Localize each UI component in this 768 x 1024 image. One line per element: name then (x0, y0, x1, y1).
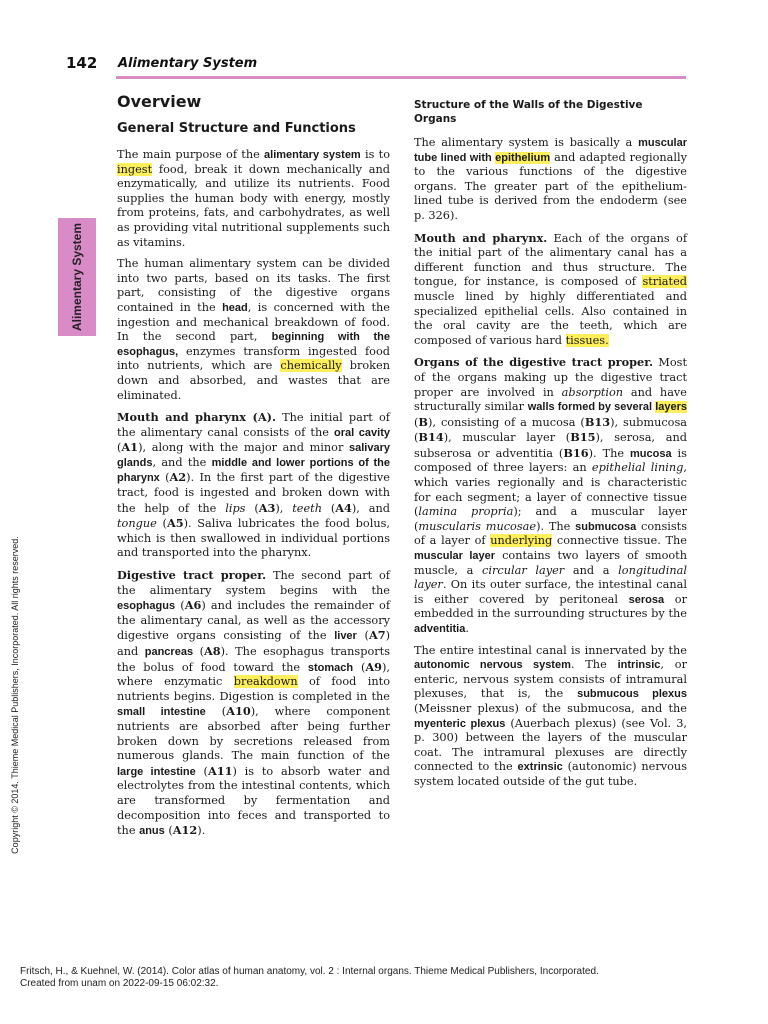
text-run: ), serosa, and subserosa or adventitia ( (414, 431, 687, 460)
text-run: , and the (152, 455, 212, 469)
text-run-i: circular layer (482, 563, 565, 577)
text-run: ) and (117, 629, 390, 658)
text-run: ( (164, 824, 173, 838)
paragraph-innervation (414, 644, 687, 790)
text-run: ), where enzymatic (117, 660, 390, 689)
text-run: enzymes transform ingested food into nutrients, which are (117, 344, 390, 373)
text-run: ). In the first part of the digestive tract, food is ingested and broken down with the help of the (117, 471, 390, 515)
text-run: broken down and absorbed, and wastes that are eliminated. (117, 359, 390, 402)
text-run-cb: adventitia (414, 623, 466, 635)
section-subtitle: General Structure and Functions (117, 121, 356, 136)
text-run-cb: pancreas (144, 646, 194, 658)
text-run: , or enteric, nervous system consists of intramural plexuses, that is, the (414, 658, 687, 701)
text-run-cb: beginning with the esophagus, (117, 331, 391, 358)
text-run: ( (195, 764, 208, 778)
text-run-cb-hl: layers (655, 401, 687, 414)
text-run: ), and (351, 501, 390, 515)
walls-heading: Structure of the Walls of the Digestive Organs (414, 99, 643, 125)
text-run-hl: striated (642, 275, 687, 289)
text-run-b: B13 (584, 414, 611, 429)
text-run: . On its outer surface, the intestinal canal is either covered by peritoneal (414, 578, 687, 606)
text-run-b: B15 (570, 430, 596, 445)
text-run-b: A9 (365, 659, 382, 674)
text-run: ). The (588, 446, 631, 460)
text-run: and have structurally similar (414, 385, 687, 414)
text-run-b: A8 (203, 644, 221, 658)
text-run-cb: walls formed by several (527, 401, 656, 414)
text-run: ( (175, 599, 185, 613)
text-run-hl: chemically (280, 359, 342, 373)
text-run: The main purpose of the (117, 148, 265, 161)
header-rule (116, 76, 686, 79)
text-run: Each of the organs of the initial part of the alimentary canal has a different function and thus structure. The tongue, for instance, is composed of (414, 231, 687, 289)
text-run-b: A4 (335, 500, 352, 515)
text-run: food, break it down mechanically and enzymatically, and utilize its nutrients. Food supplies the human body with energy, mostly from proteins, fats, and carbohydrates, as well as providing vital nutritional supplements such as vitamins. (117, 162, 390, 249)
page-number: 142 (66, 54, 98, 72)
text-run-b: A1 (121, 440, 139, 455)
text-run: The human alimentary system can be divided into two parts, based on its tasks. The first part, consisting of the digestive organs contained in the (117, 257, 390, 314)
text-run-cb: middle and lower portions of the pharynx (117, 456, 390, 485)
paragraph-digestive-tract (117, 568, 390, 839)
text-run-cb: oral cavity (334, 426, 390, 439)
text-run-cb: alimentary system (264, 149, 361, 161)
text-run-b: B16 (563, 445, 589, 460)
text-run: ), along with the major and minor (138, 441, 350, 455)
text-run: , which varies regionally and is characteristic for each segment; a layer of connective tissue ( (414, 461, 687, 519)
text-run: ( (353, 660, 366, 674)
text-run: ( (159, 471, 170, 485)
text-run: ( (205, 705, 227, 719)
text-run: The second part of the alimentary system begins with the (117, 569, 390, 597)
text-run: ), muscular layer ( (443, 431, 571, 445)
text-run: ( (156, 517, 167, 531)
text-run-i: muscularis mucosae (418, 519, 537, 533)
text-run: ). The (536, 519, 576, 533)
text-run: is composed of three layers: an (414, 446, 687, 475)
text-run-b: Organs of the digestive tract proper. (414, 355, 654, 370)
text-run: ), where component nutrients are absorbed after being further broken down by secretions released from numerous glands. The main function of the (117, 705, 391, 763)
text-run: (Auerbach plexus) (see Vol. 3, p. 300) between the layers of the muscular coat. The intramural plexuses are directly connected to the (414, 716, 687, 774)
text-run-cb: anus (139, 825, 165, 838)
text-run: . The (570, 658, 618, 672)
text-run: ( (193, 645, 204, 658)
text-run-cb: small intestine (117, 706, 206, 719)
text-run-hl: breakdown (233, 675, 298, 689)
text-run-cb: esophagus (117, 600, 176, 613)
section-title: Overview (117, 92, 202, 111)
text-run-cb: muscular tube lined with (414, 137, 687, 164)
text-run: and a (564, 563, 619, 577)
text-run: of food into nutrients begins. Digestion is completed in the (117, 675, 390, 703)
text-run: The entire intestinal canal is innervated by the (414, 643, 687, 657)
text-run: contains two layers of smooth muscle, a (414, 549, 688, 577)
text-run-i: epithelial lining (591, 461, 684, 475)
text-run-b: A2 (169, 470, 187, 485)
text-run-i: teeth (292, 501, 322, 515)
text-run: muscle lined by highly differentiated and specialized epithelial cells. Also contained in the oral cavity are the teeth, which are composed of various hard (414, 289, 687, 347)
text-run-cb: muscular layer (414, 550, 496, 563)
text-run-b: Mouth and pharynx (A). (117, 410, 276, 425)
text-run: ) is to absorb water and electrolytes from the intestinal contents, which are transformed by fermentation and decomposition into feces and transported to the (117, 764, 391, 838)
text-run-b: A3 (258, 500, 276, 515)
text-run-b: A5 (166, 516, 184, 531)
text-run: and adapted regionally to the various functions of the digestive organs. The greater part of the epithelium-lined tube is derived from the endoderm (see p. 326). (414, 150, 687, 222)
text-run: (autonomic) nervous system located outside of the gut tube. (414, 760, 688, 788)
text-run: The initial part of the alimentary canal consists of the (117, 411, 390, 439)
text-run: ( (321, 501, 336, 515)
text-run: ); and a muscular layer ( (414, 505, 687, 533)
text-run-b: A7 (368, 628, 386, 643)
text-run-cb: intrinsic (617, 659, 661, 672)
text-run: ), (275, 501, 293, 515)
text-run-cb: salivary glands (117, 442, 390, 469)
text-run: The alimentary system is basically a (414, 136, 639, 149)
paragraph-purpose (117, 148, 390, 250)
paragraph-mouth-pharynx-structure (414, 231, 687, 349)
text-run-cb: submucous plexus (577, 688, 687, 701)
text-run-i: lips (225, 501, 246, 515)
text-run-cb: mucosa (630, 447, 672, 460)
text-run-hl: underlying (490, 534, 553, 548)
text-run-cb: serosa (628, 593, 665, 606)
citation-footer (20, 966, 760, 990)
text-run-cb: large intestine (117, 765, 196, 778)
text-run-b: Mouth and pharynx. (414, 230, 548, 245)
text-run: ) and includes the remainder of the alimentary canal, as well as the accessory digestive organs consisting of the (117, 599, 390, 643)
text-run: ), consisting of a mucosa ( (427, 415, 585, 429)
right-column (414, 92, 687, 797)
text-run-b: B (418, 414, 428, 429)
text-run: connective tissue. The (552, 534, 687, 548)
text-run: ( (245, 501, 259, 515)
created-line: Created from unam on 2022-09-15 06:02:32. (20, 978, 219, 989)
running-header-title: Alimentary System (118, 56, 258, 71)
text-run: ( (414, 415, 419, 429)
text-run-b: B14 (418, 430, 444, 445)
text-run: ). Saliva lubricates the food bolus, which is then swallowed in individual portions and transported into the pharynx. (117, 517, 390, 560)
chapter-side-tab-label: Alimentary System (70, 222, 84, 332)
text-run-cb: autonomic nervous system (414, 659, 571, 672)
text-run-b: A6 (184, 598, 202, 613)
text-run: Most of the organs making up the digestive tract proper are involved in (414, 356, 687, 399)
text-run-i: tongue (117, 517, 157, 531)
text-run-i: lamina propria (418, 505, 514, 519)
text-run-cb: head (222, 301, 248, 314)
text-run: ( (117, 441, 122, 455)
text-run-cb: submucosa (575, 520, 637, 533)
text-run-cb: myenteric plexus (414, 717, 506, 730)
paragraph-two-parts (117, 257, 390, 403)
citation-line: Fritsch, H., & Kuehnel, W. (2014). Color atlas of human anatomy, vol. 2 : Internal organs. Thieme Medical Publishers, Incorporated. (20, 966, 599, 977)
text-run-cb: stomach (307, 661, 354, 674)
paragraph-wall-layers (414, 355, 687, 636)
text-run-b: A12 (172, 823, 198, 838)
text-run: (Meissner plexus) of the submucosa, and the (414, 701, 687, 715)
text-run-b: A10 (226, 704, 251, 719)
copyright-notice: Copyright © 2014. Thieme Medical Publishers, Incorporated. All rights reserved. (10, 536, 20, 854)
text-run-b: A11 (207, 763, 233, 778)
text-run-i: absorption (561, 385, 624, 399)
text-run-cb: liver (334, 630, 357, 643)
text-run: consists of a layer of (414, 519, 687, 548)
text-run: . (465, 622, 469, 635)
text-run-cb-hl: epithelium (495, 151, 551, 164)
text-run-i: longitudinal layer (414, 563, 687, 592)
paragraph-mouth-pharynx (117, 410, 390, 561)
text-run-hl: tissues. (565, 333, 609, 347)
text-run-hl: ingest (117, 162, 153, 176)
text-run: ). (197, 824, 206, 838)
text-run: is to (360, 148, 390, 161)
text-run: , is concerned with the ingestion and mechanical breakdown of food. In the second part, (117, 300, 390, 344)
left-column (117, 92, 390, 846)
text-run: ), submucosa ( (414, 415, 688, 445)
text-run: ( (356, 629, 369, 643)
text-run-b: Digestive tract proper. (117, 568, 267, 583)
paragraph-muscular-tube (414, 136, 687, 224)
text-run-cb: extrinsic (517, 761, 563, 774)
text-run: ). The esophagus transports the bolus of food toward the (117, 645, 390, 674)
text-run: or embedded in the surrounding structures by the (414, 592, 687, 621)
